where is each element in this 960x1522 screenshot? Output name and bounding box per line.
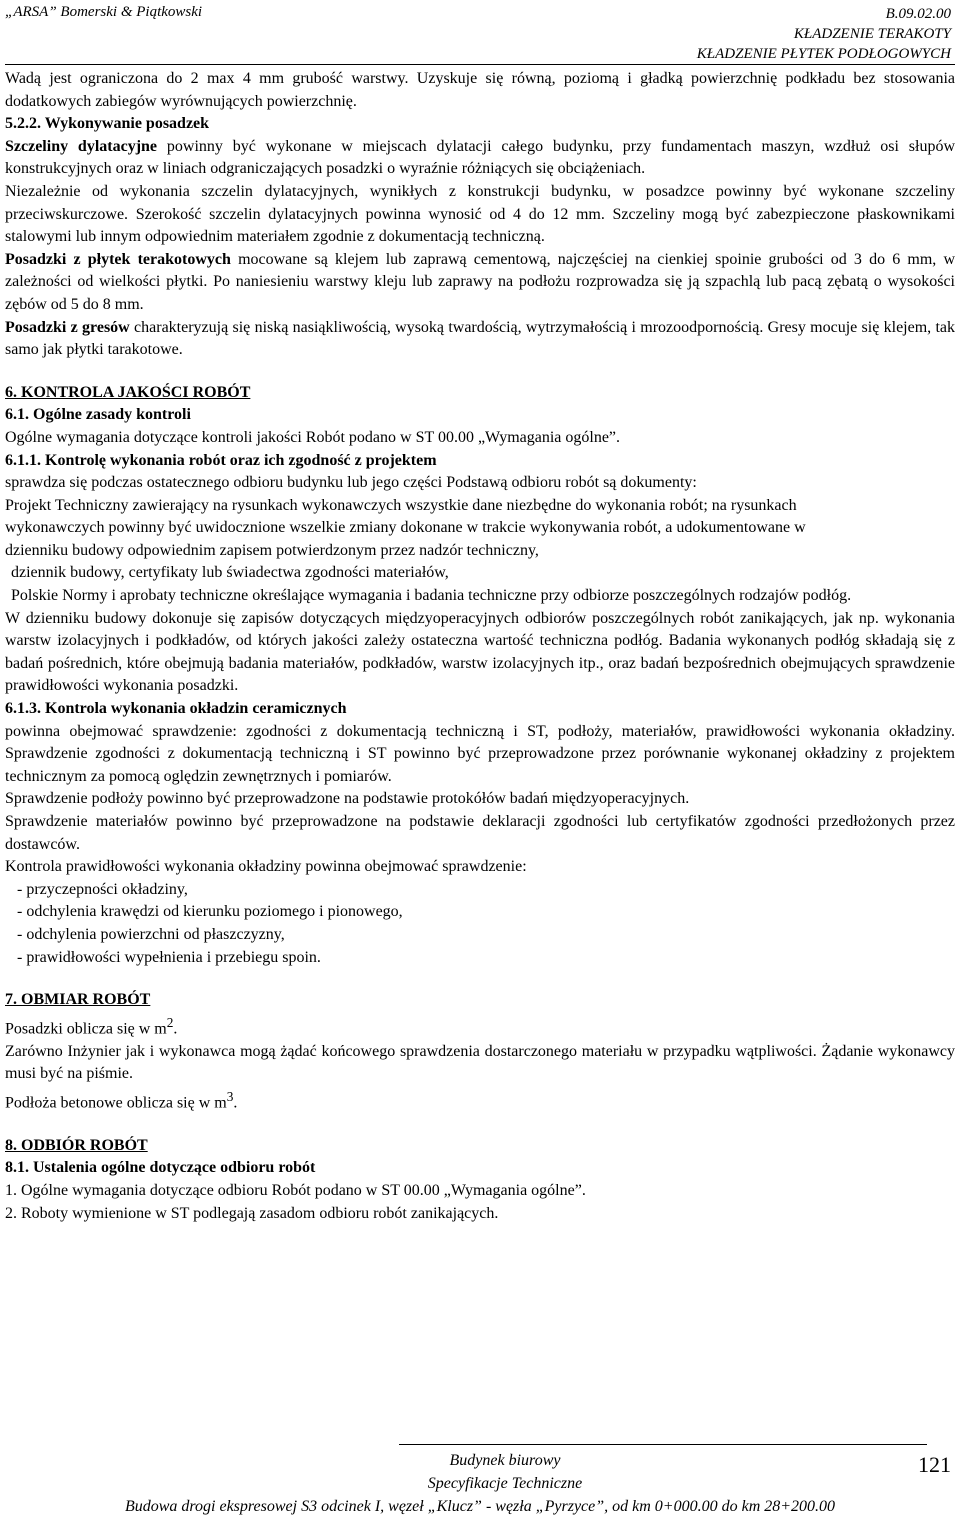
paragraph: Sprawdzenie materiałów powinno być przeprowadzone na podstawie deklaracji zgodności lub certyfikatów zgodności przedłożonych przez dostawców. xyxy=(5,813,955,853)
header-company: „ARSA” Bomerski & Piątkowski xyxy=(5,4,203,20)
paragraph: wykonawczych powinny być uwidocznione wszelkie zmiany dokonane w trakcie wykonywania robót, a udokumentowane w xyxy=(5,519,806,537)
paragraph xyxy=(5,1012,955,1041)
chapter-heading-7: 7. OBMIAR ROBÓT xyxy=(5,991,151,1009)
paragraph xyxy=(5,317,955,362)
header-code: B.09.02.00 xyxy=(885,6,951,22)
paragraph: dziennik budowy, certyfikaty lub świadectwa zgodności materiałów, xyxy=(11,564,449,582)
list-item: - przyczepności okładziny, xyxy=(17,880,188,898)
paragraph xyxy=(5,136,955,181)
paragraph-text: charakteryzują się niską nasiąkliwością, wysoką twardością, wytrzymałością i mrozoodpornością. Gresy mocuje się klejem, tak samo jak płytki tarakotowe. xyxy=(5,318,956,359)
paragraph xyxy=(5,1086,955,1115)
paragraph: 2. Roboty wymienione w ST podlegają zasadom odbioru robót zanikających. xyxy=(5,1204,499,1222)
list-item: - prawidłowości wypełnienia i przebiegu spoin. xyxy=(17,948,321,966)
paragraph-text: . xyxy=(173,1020,178,1038)
footer-divider xyxy=(399,1444,927,1445)
paragraph-text: powinny być wykonane w miejscach dylatacji całego budynku, przy fundamentach maszyn, wzdłuż osi słupów konstrukcyjnych oraz w liniach odgraniczających posadzki o wyraźnie różniących się obciążeniach. xyxy=(5,137,956,178)
paragraph: Projekt Techniczny zawierający na rysunkach wykonawczych wszystkie dane niezbędne do wykonania robót; na rysunkach xyxy=(5,496,797,514)
paragraph-text: mocowane są klejem lub zaprawą cementową, najczęściej na cienkiej spoinie grubości od 3 do 6 mm, w zależności od wielkości płytki. Po naniesieniu warstwy kleju lub zaprawy na podłożu rozprowadza się ją szpachlą lub pacą zębatą o wysokości zębów od 5 do 8 mm. xyxy=(5,250,955,313)
paragraph: Polskie Normy i aprobaty techniczne określające wymagania i badania techniczne przy odbiorze poszczególnych rodzajów podłóg. xyxy=(11,587,852,605)
bold-term: Szczeliny dylatacyjne xyxy=(5,137,158,155)
page-number: 121 xyxy=(918,1452,951,1477)
paragraph-text: . xyxy=(233,1094,238,1112)
header-title-2: KŁADZENIE PŁYTEK PODŁOGOWYCH xyxy=(696,46,951,62)
footer-project: Budowa drogi ekspresowej S3 odcinek I, węzeł „Klucz” - węzła „Pyrzyce”, od km 0+000.00 do km 28+200.00 xyxy=(124,1498,836,1515)
paragraph: 1. Ogólne wymagania dotyczące odbioru Robót podano w ST 00.00 „Wymagania ogólne”. xyxy=(5,1181,586,1199)
footer-building: Budynek biurowy xyxy=(449,1452,561,1469)
section-heading: 5.2.2. Wykonywanie posadzek xyxy=(5,115,210,133)
paragraph: Niezależnie od wykonania szczelin dylatacyjnych, wynikłych z konstrukcji budynku, w posadzce powinny być wykonane szczeliny przeciwskurczowe. Szerokość szczelin dylatacyjnych powinna wynosić od 4 do 12 mm. Szczeliny mogą być zabezpieczone płaskownikami stalowymi lub innym odpowiednim materiałem zgodnie z dokumentacją techniczną. xyxy=(5,182,955,246)
header-divider xyxy=(5,64,955,65)
footer-spec: Specyfikacje Techniczne xyxy=(427,1475,583,1492)
document-body xyxy=(5,68,955,1225)
list-item: - odchylenia krawędzi od kierunku poziomego i pionowego, xyxy=(17,903,403,921)
bold-term: Posadzki z płytek terakotowych xyxy=(5,250,231,268)
bold-term: Posadzki z gresów xyxy=(5,318,130,336)
paragraph xyxy=(5,249,955,317)
paragraph: Zarówno Inżynier jak i wykonawca mogą żądać końcowego sprawdzenia dostarczonego materiału w przypadku wątpliwości. Żądanie wykonawcy musi być na piśmie. xyxy=(5,1042,955,1083)
header-title-1: KŁADZENIE TERAKOTY xyxy=(793,26,951,42)
chapter-heading-8: 8. ODBIÓR ROBÓT xyxy=(5,1136,148,1154)
section-heading: 8.1. Ustalenia ogólne dotyczące odbioru robót xyxy=(5,1159,316,1177)
paragraph: dzienniku budowy odpowiednim zapisem potwierdzonym przez nadzór techniczny, xyxy=(5,541,539,559)
list-item: - odchylenia powierzchni od płaszczyzny, xyxy=(17,925,285,943)
section-heading: 6.1. Ogólne zasady kontroli xyxy=(5,406,191,424)
paragraph: W dzienniku budowy dokonuje się zapisów dotyczących międzyoperacyjnych odbiorów poszczególnych robót zanikających, jak np. wykonania warstw izolacyjnych i podkładów, od których jakości zależy ostateczna wartość techniczna podłóg. Badania wykonanych podłóg składają się z badań pośrednich, które obejmują badania materiałów, podkładów, warstw izolacyjnych itp., oraz badań bezpośrednich obejmujących sprawdzenie prawidłowości wykonania posadzki. xyxy=(5,609,955,695)
paragraph: sprawdza się podczas ostatecznego odbioru budynku lub jego części Podstawą odbioru robót są dokumenty: xyxy=(5,474,697,492)
chapter-heading-6: 6. KONTROLA JAKOŚCI ROBÓT xyxy=(5,383,251,401)
superscript: 3 xyxy=(226,1088,234,1104)
section-heading: 6.1.3. Kontrola wykonania okładzin ceramicznych xyxy=(5,700,347,718)
superscript: 2 xyxy=(166,1014,174,1030)
paragraph-text: Posadzki oblicza się w m xyxy=(5,1020,167,1038)
paragraph-text: Podłoża betonowe oblicza się w m xyxy=(5,1094,227,1112)
paragraph: Wadą jest ograniczona do 2 max 4 mm grubość warstwy. Uzyskuje się równą, poziomą i gładką powierzchnię podkładu bez stosowania dodatkowych zabiegów wyrównujących powierzchnię. xyxy=(5,70,955,110)
paragraph: Sprawdzenie podłoży powinno być przeprowadzone na podstawie protokółów badań międzyoperacyjnych. xyxy=(5,790,690,808)
header-code-block xyxy=(697,4,951,64)
section-heading: 6.1.1. Kontrolę wykonania robót oraz ich zgodność z projektem xyxy=(5,451,437,469)
paragraph: powinna obejmować sprawdzenie: zgodności z dokumentacją techniczną i ST, podłoży, materiałów, prawidłowości wykonania okładziny. Sprawdzenie zgodności z dokumentacją techniczną i ST powinno być przeprowadzone przez porównanie wykonanej okładziny z projektem technicznym za pomocą oględzin zewnętrznych i pomiarów. xyxy=(5,722,955,785)
paragraph: Ogólne wymagania dotyczące kontroli jakości Robót podano w ST 00.00 „Wymagania ogólne”. xyxy=(5,428,621,446)
paragraph: Kontrola prawidłowości wykonania okładziny powinna obejmować sprawdzenie: xyxy=(5,858,527,876)
